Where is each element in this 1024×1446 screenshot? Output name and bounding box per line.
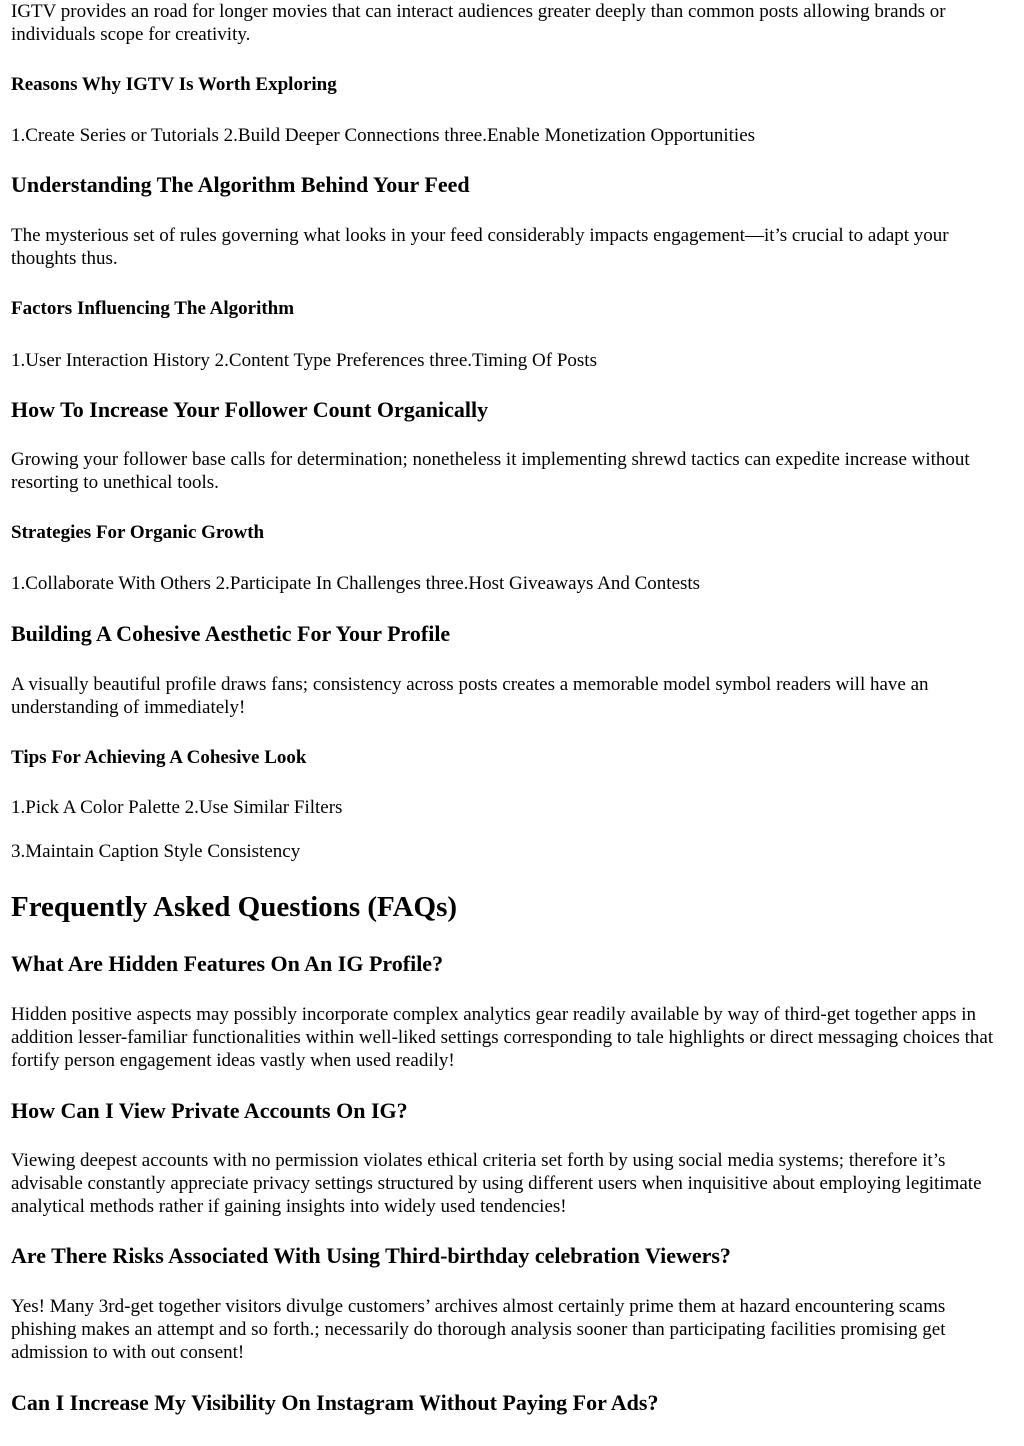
followers-heading: How To Increase Your Follower Count Organically: [11, 397, 489, 422]
algorithm-heading: Understanding The Algorithm Behind Your Feed: [11, 172, 470, 197]
faq-answer: Yes! Many 3rd-get together visitors divulge customers’ archives almost certainly prime them at hazard encountering scams phishing makes an attempt and so forth.; necessarily do thorough analysis sooner than participating facilities promising get admission to with out consent!: [11, 1296, 946, 1363]
aesthetic-heading: Building A Cohesive Aesthetic For Your Profile: [11, 621, 451, 646]
growth-list: 1.Collaborate With Others 2.Participate In Challenges three.Host Giveaways And Contests: [11, 573, 701, 594]
igtv-reasons-heading: Reasons Why IGTV Is Worth Exploring: [11, 74, 337, 95]
growth-heading: Strategies For Organic Growth: [11, 522, 265, 543]
faq-question: Are There Risks Associated With Using Third-birthday celebration Viewers?: [11, 1243, 731, 1268]
algorithm-paragraph: The mysterious set of rules governing what looks in your feed considerably impacts engagement—it’s crucial to adapt your thoughts thus.: [11, 225, 949, 269]
intro-paragraph: IGTV provides an road for longer movies that can interact audiences greater deeply than common posts allowing brands or individuals scope for creativity.: [11, 1, 946, 45]
faq-answer: Viewing deepest accounts with no permission violates ethical criteria set forth by using social media systems; therefore it’s advisable constantly appreciate privacy settings structured by using different users when inquisitive about employing legitimate analytical methods rather if gaining insights into widely used tendencies!: [11, 1150, 982, 1217]
igtv-reasons-list: 1.Create Series or Tutorials 2.Build Deeper Connections three.Enable Monetization Opportunities: [11, 125, 756, 146]
cohesive-tips-list-2: 3.Maintain Caption Style Consistency: [11, 841, 301, 862]
faq-heading: Frequently Asked Questions (FAQs): [11, 891, 458, 923]
followers-paragraph: Growing your follower base calls for determination; nonetheless it implementing shrewd tactics can expedite increase without resorting to unethical tools.: [11, 449, 970, 493]
faq-question: Can I Increase My Visibility On Instagram Without Paying For Ads?: [11, 1390, 659, 1415]
cohesive-tips-heading: Tips For Achieving A Cohesive Look: [11, 747, 307, 768]
algorithm-factors-heading: Factors Influencing The Algorithm: [11, 298, 295, 319]
faq-question: What Are Hidden Features On An IG Profile?: [11, 951, 444, 976]
faq-question: How Can I View Private Accounts On IG?: [11, 1098, 408, 1123]
faq-answer: Hidden positive aspects may possibly incorporate complex analytics gear readily available by way of third-get together apps in addition lesser-familiar functionalities within well-liked settings corresponding to tale highlights or direct messaging choices that fortify person engagement ideas vastly when used readily!: [11, 1004, 994, 1071]
aesthetic-paragraph: A visually beautiful profile draws fans; consistency across posts creates a memorable model symbol readers will have an understanding of immediately!: [11, 674, 929, 718]
algorithm-factors-list: 1.User Interaction History 2.Content Type Preferences three.Timing Of Posts: [11, 350, 597, 371]
cohesive-tips-list-1: 1.Pick A Color Palette 2.Use Similar Filters: [11, 797, 343, 818]
